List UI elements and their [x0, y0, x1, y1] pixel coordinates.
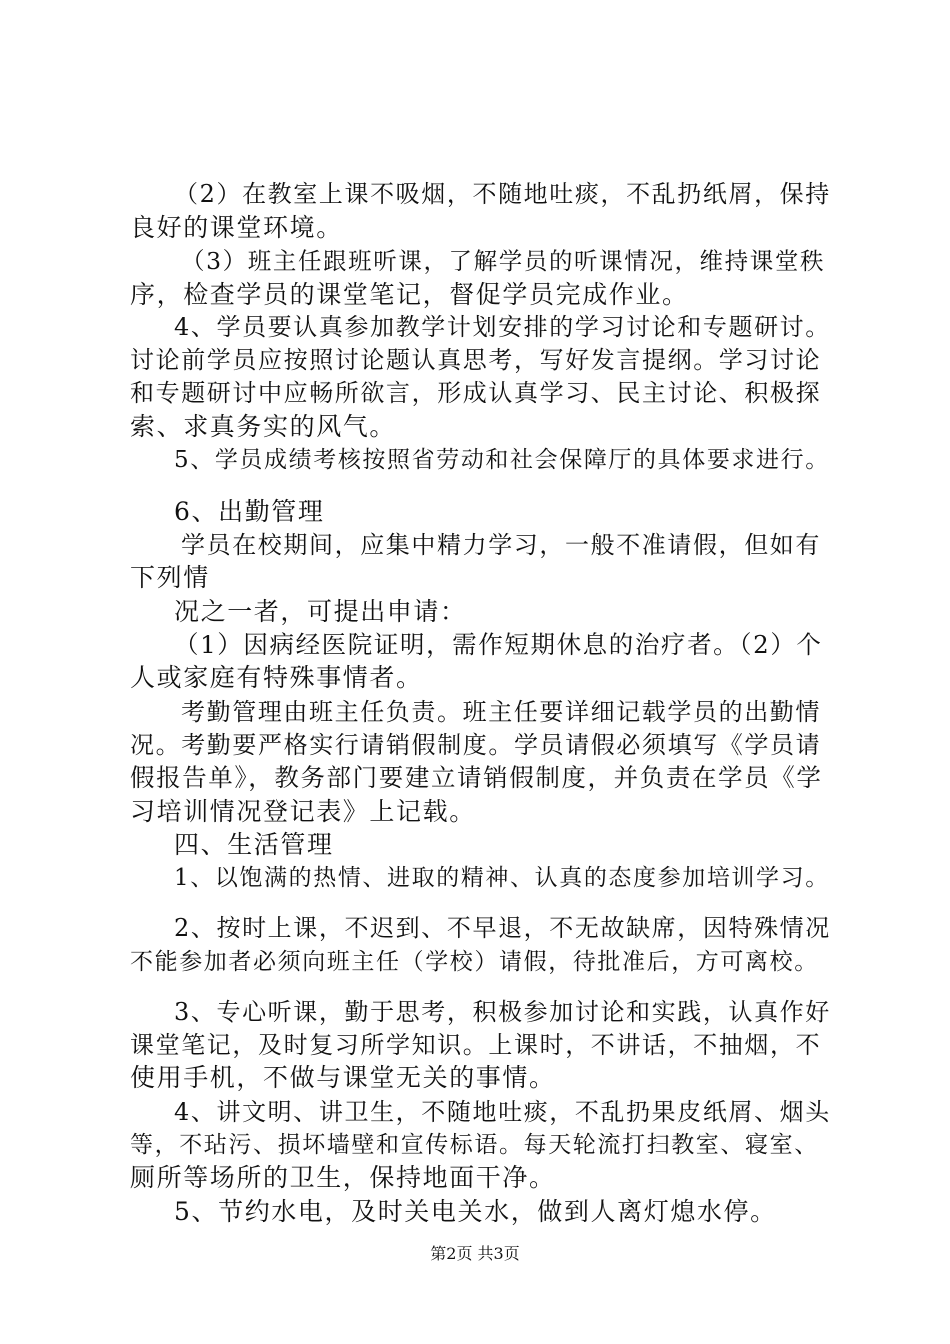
text-line: 索、求真务实的风气。: [130, 412, 397, 441]
text-line: 5、学员成绩考核按照省劳动和社会保障厅的具体要求进行。: [174, 447, 830, 473]
page-number-footer: 第2页 共3页: [430, 1244, 520, 1263]
text-line: 假报告单》，教务部门要建立请销假制度，并负责在学员《学: [130, 763, 823, 792]
text-line: 不能参加者必须向班主任（学校）请假，待批准后，方可离校。: [130, 949, 819, 975]
text-line: 1、以饱满的热情、进取的精神、认真的态度参加培训学习。: [174, 865, 830, 891]
text-line: 2、按时上课，不迟到、不早退，不无故缺席，因特殊情况: [174, 914, 831, 942]
text-line: （2）在教室上课不吸烟，不随地吐痰，不乱扔纸屑，保持: [174, 180, 831, 208]
text-line: 序，检查学员的课堂笔记，督促学员完成作业。: [130, 280, 689, 309]
text-line: 4、学员要认真参加教学计划安排的学习讨论和专题研讨。: [174, 313, 831, 341]
text-line: 厕所等场所的卫生，保持地面干净。: [130, 1163, 556, 1192]
text-line: 5、节约水电，及时关电关水，做到人离灯熄水停。: [174, 1197, 777, 1226]
text-line: 4、讲文明、讲卫生，不随地吐痰，不乱扔果皮纸屑、烟头: [174, 1098, 831, 1126]
text-line: 考勤管理由班主任负责。班主任要详细记载学员的出勤情: [181, 698, 821, 726]
text-line: 课堂笔记，及时复习所学知识。上课时，不讲话，不抽烟，不: [130, 1031, 822, 1059]
text-line: 学员在校期间，应集中精力学习，一般不准请假，但如有: [181, 531, 821, 559]
text-line: 人或家庭有特殊事情者。: [130, 663, 423, 692]
section-heading: 四、生活管理: [174, 830, 334, 859]
text-line: 下列情: [130, 563, 210, 592]
text-line: 使用手机，不做与课堂无关的事情。: [130, 1063, 556, 1092]
text-line: （3）班主任跟班听课，了解学员的听课情况，维持课堂秩: [181, 247, 826, 275]
text-line: 等，不玷污、损坏墙壁和宣传标语。每天轮流打扫教室、寝室、: [130, 1132, 819, 1158]
text-line: 良好的课堂环境。: [130, 213, 343, 242]
text-line: 况。考勤要严格实行请销假制度。学员请假必须填写《学员请: [130, 731, 822, 759]
text-line: （1）因病经医院证明，需作短期休息的治疗者。（2）个: [174, 630, 823, 659]
text-line: 和专题研讨中应畅所欲言，形成认真学习、民主讨论、积极探: [130, 379, 822, 407]
section-heading: 6、出勤管理: [174, 497, 325, 526]
text-line: 习培训情况登记表》上记载。: [130, 797, 476, 826]
text-line: 况之一者，可提出申请：: [174, 597, 467, 626]
text-line: 3、专心听课，勤于思考，积极参加讨论和实践，认真作好: [174, 998, 831, 1026]
text-line: 讨论前学员应按照讨论题认真思考，写好发言提纲。学习讨论: [130, 346, 822, 374]
